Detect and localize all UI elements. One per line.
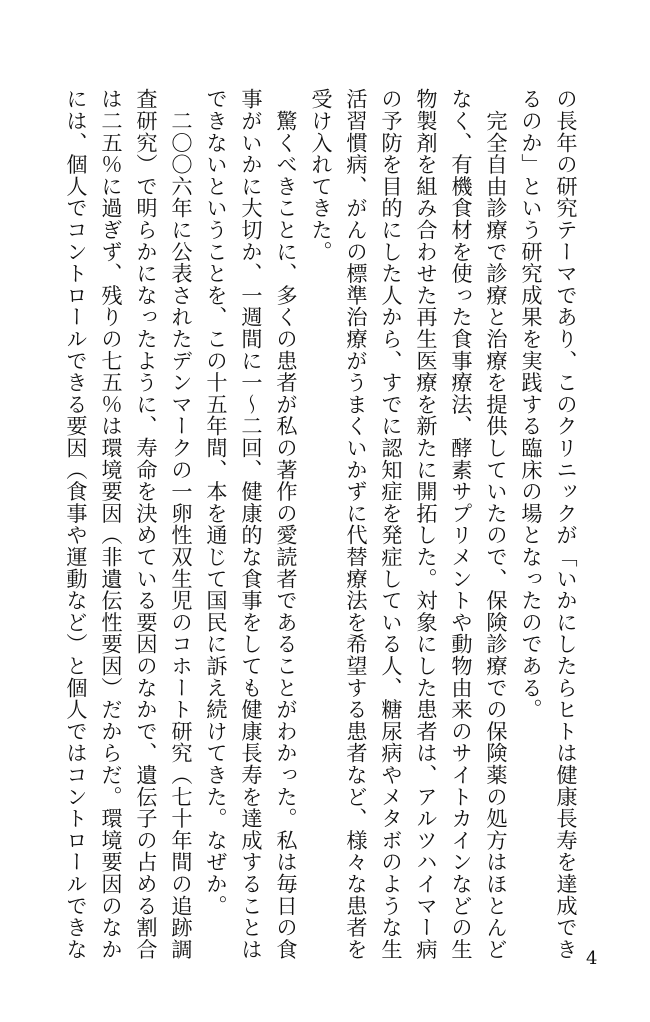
text-line: 事がいかに大切か、一週間に一～二回、健康的な食事をしても健康長寿を達成することは xyxy=(239,88,264,960)
body-text xyxy=(59,88,584,960)
text-line: 物製剤を組み合わせた再生医療を新たに開拓した。対象にした患者は、アルツハイマー病 xyxy=(414,88,439,960)
text-line: 査研究）で明らかになったように、寿命を決めている要因のなかで、遺伝子の占める割合 xyxy=(134,88,159,960)
text-line: 受け入れてきた。 xyxy=(309,88,334,263)
page-number: 4 xyxy=(586,948,598,969)
text-line: るのか」という研究成果を実践する臨床の場となったのである。 xyxy=(519,88,544,721)
text-line: できないということを、この十五年間、本を通じて国民に訴え続けてきた。なぜか。 xyxy=(204,88,229,917)
text-line: 二〇〇六年に公表されたデンマークの一卵性双生児のコホート研究（七十年間の追跡調 xyxy=(169,88,194,960)
text-line: なく、有機食材を使った食事療法、酵素サプリメントや動物由来のサイトカインなどの生 xyxy=(449,88,474,960)
text-line: には、個人でコントロールできる要因（食事や運動など）と個人ではコントロールできな xyxy=(64,88,89,960)
text-line: の長年の研究テーマであり、このクリニックが「いかにしたらヒトは健康長寿を達成でき xyxy=(554,88,579,960)
text-line: の予防を目的にした人から、すでに認知症を発症している人、糖尿病やメタボのような生 xyxy=(379,88,404,960)
text-line: 活習慣病、がんの標準治療がうまくいかずに代替療法を希望する患者など、様々な患者を xyxy=(344,88,369,960)
text-line: 完全自由診療で診療と治療を提供していたので、保険診療での保険薬の処方はほとんど xyxy=(484,88,509,960)
text-line: は二五％に過ぎず、残りの七五％は環境要因（非遺伝性要因）だからだ。環境要因のなか xyxy=(99,88,124,960)
text-line: 驚くべきことに、多くの患者が私の著作の愛読者であることがわかった。私は毎日の食 xyxy=(274,88,299,960)
